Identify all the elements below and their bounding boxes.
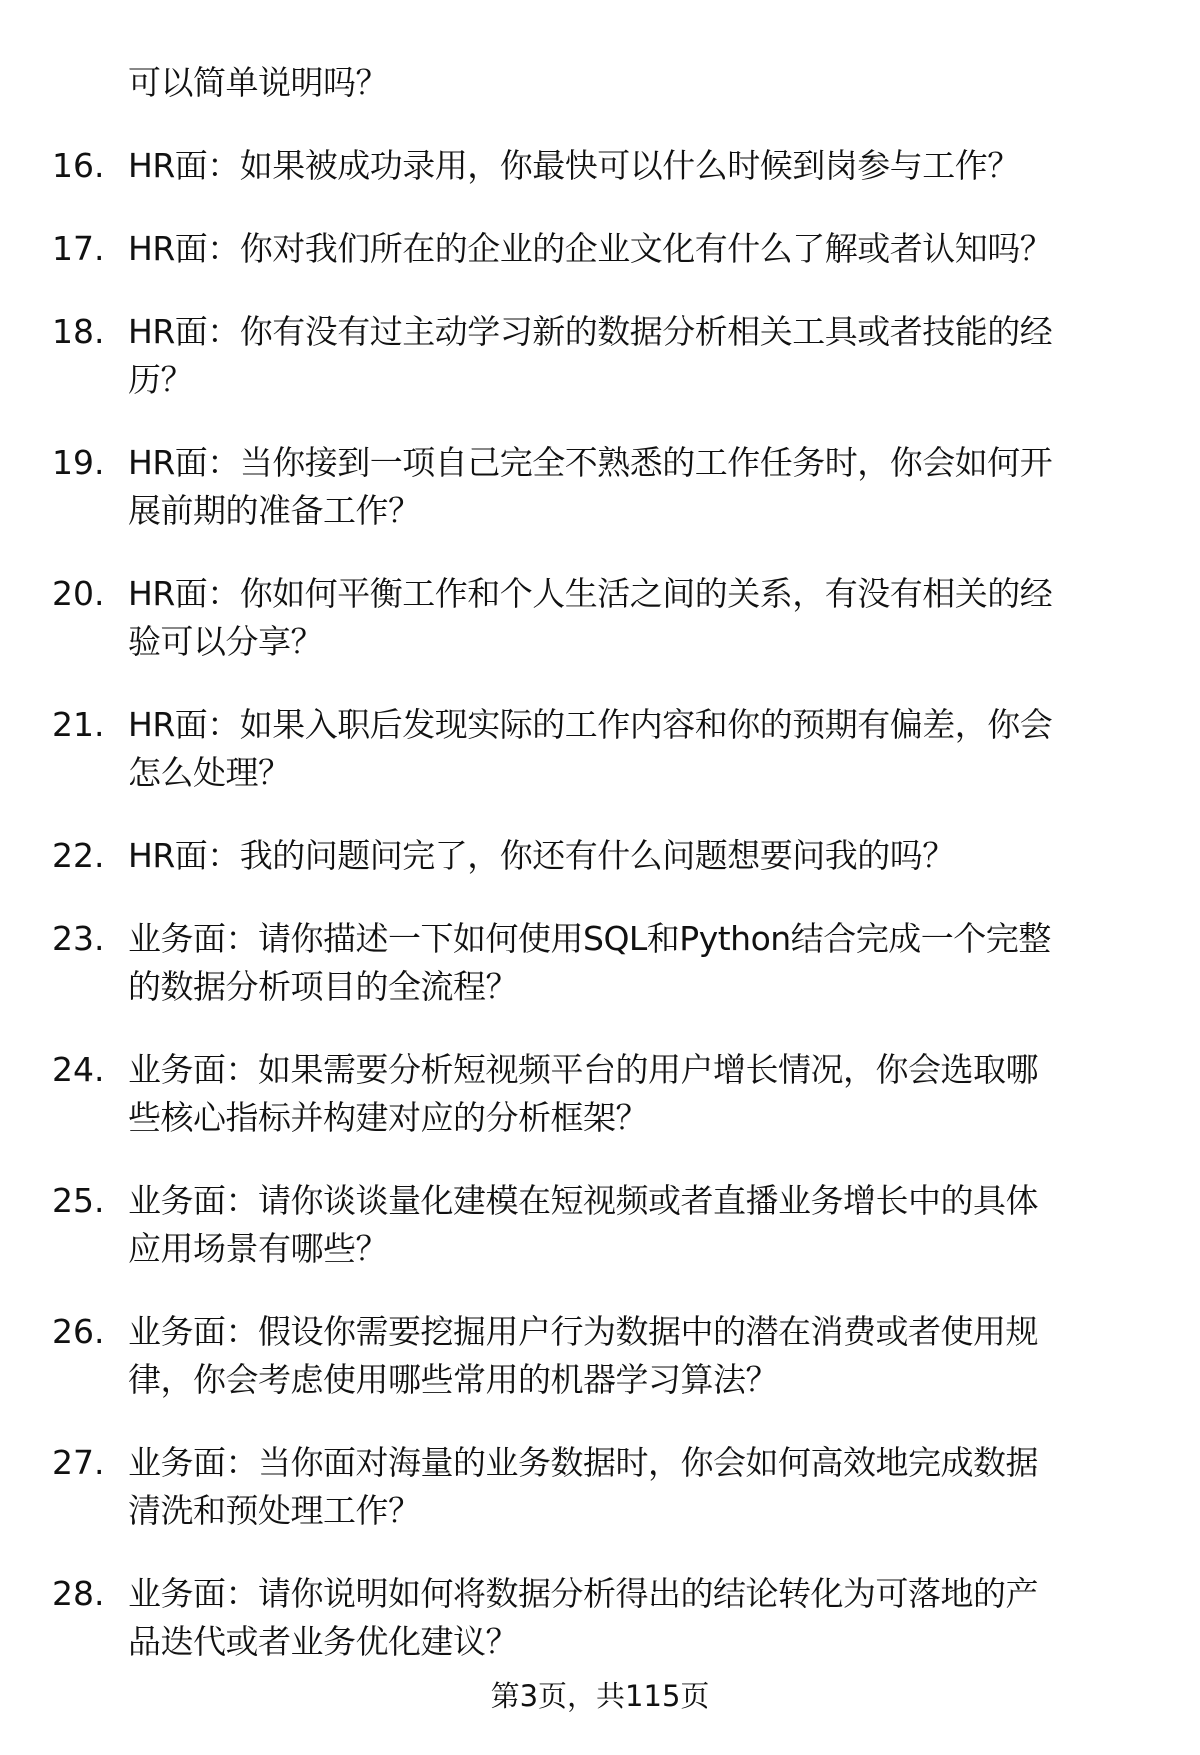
item-line: 律，你会考虑使用哪些常用的机器学习算法？ (128, 1360, 778, 1399)
item-number: 22. (52, 836, 105, 875)
item-number: 24. (52, 1050, 105, 1089)
item-line: 业务面：请你谈谈量化建模在短视频或者直播业务增长中的具体 (128, 1181, 1038, 1220)
question-item (0, 701, 1200, 797)
item-line: 业务面：如果需要分析短视频平台的用户增长情况，你会选取哪 (128, 1050, 1038, 1089)
question-item (0, 915, 1200, 1011)
question-item (0, 1308, 1200, 1404)
item-line: 清洗和预处理工作？ (128, 1491, 421, 1530)
item-line: 品迭代或者业务优化建议？ (128, 1622, 518, 1661)
question-item (0, 225, 1200, 273)
item-line: HR面：如果被成功录用，你最快可以什么时候到岗参与工作？ (128, 146, 1020, 185)
item-line: 的数据分析项目的全流程？ (128, 967, 518, 1006)
item-line: HR面：你对我们所在的企业的企业文化有什么了解或者认知吗？ (128, 229, 1053, 268)
page-footer: 第3页，共115页 (490, 1679, 710, 1713)
item-number: 20. (52, 574, 105, 613)
question-list (0, 59, 1200, 1701)
item-number: 23. (52, 919, 105, 958)
item-line: 怎么处理？ (128, 753, 291, 792)
item-number: 28. (52, 1574, 105, 1613)
item-line: HR面：你有没有过主动学习新的数据分析相关工具或者技能的经 (128, 312, 1053, 351)
item-line: 应用场景有哪些？ (128, 1229, 388, 1268)
question-item (0, 1570, 1200, 1666)
item-line: 历？ (128, 360, 193, 399)
question-item (0, 439, 1200, 535)
question-item (0, 1177, 1200, 1273)
item-number: 17. (52, 229, 105, 268)
item-line: 些核心指标并构建对应的分析框架？ (128, 1098, 648, 1137)
item-number: 25. (52, 1181, 105, 1220)
item-line: 业务面：假设你需要挖掘用户行为数据中的潜在消费或者使用规 (128, 1312, 1038, 1351)
item-number: 16. (52, 146, 105, 185)
item-line: 业务面：当你面对海量的业务数据时，你会如何高效地完成数据 (128, 1443, 1038, 1482)
question-item (0, 142, 1200, 190)
item-line: 展前期的准备工作？ (128, 491, 421, 530)
item-number: 26. (52, 1312, 105, 1351)
item-number: 21. (52, 705, 105, 744)
question-item (0, 570, 1200, 666)
item-line: 业务面：请你说明如何将数据分析得出的结论转化为可落地的产 (128, 1574, 1038, 1613)
question-item (0, 308, 1200, 404)
item-line: HR面：我的问题问完了，你还有什么问题想要问我的吗？ (128, 836, 955, 875)
question-item (0, 1046, 1200, 1142)
item-line: HR面：如果入职后发现实际的工作内容和你的预期有偏差，你会 (128, 705, 1053, 744)
item-number: 27. (52, 1443, 105, 1482)
item-line: HR面：当你接到一项自己完全不熟悉的工作任务时，你会如何开 (128, 443, 1053, 482)
item-line: 验可以分享？ (128, 622, 323, 661)
item-number: 18. (52, 312, 105, 351)
item-line: 业务面：请你描述一下如何使用SQL和Python结合完成一个完整 (128, 919, 1051, 958)
question-item (0, 1439, 1200, 1535)
item-line: 可以简单说明吗？ (128, 63, 388, 102)
continuation-text (0, 59, 1200, 107)
item-line: HR面：你如何平衡工作和个人生活之间的关系，有没有相关的经 (128, 574, 1053, 613)
item-number: 19. (52, 443, 105, 482)
question-item (0, 832, 1200, 880)
